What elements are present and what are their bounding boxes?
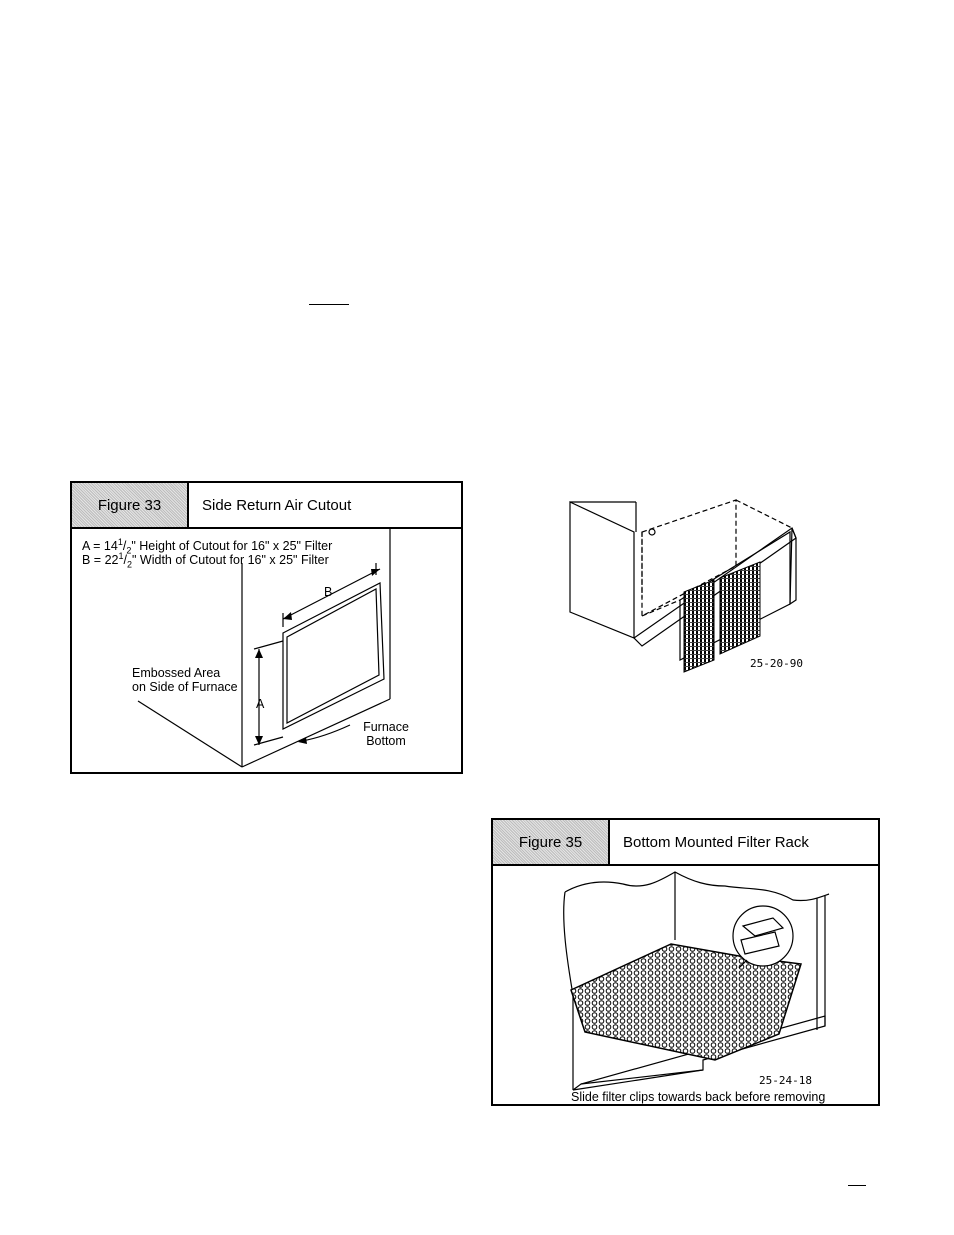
figure-35-box xyxy=(491,818,880,1106)
underline-mark xyxy=(309,304,349,305)
embossed-area-label: Embossed Area on Side of Furnace xyxy=(132,666,238,694)
figure-33-title: Side Return Air Cutout xyxy=(202,496,352,514)
dimension-a-note: $A = 14^1/_2$" Height of Cutout for 16" x 25" Filter xyxy=(82,537,333,556)
figure-33-box xyxy=(70,481,463,774)
figure-35-title: Bottom Mounted Filter Rack xyxy=(623,833,809,851)
figure-35-code: 25-24-18 xyxy=(759,1074,812,1087)
dimension-b-note: $B = 22^1/_2$" Width of Cutout for 16" x 25" Filter xyxy=(82,551,329,570)
figure-34-code: 25-20-90 xyxy=(750,657,803,670)
page-number-underline xyxy=(848,1185,866,1186)
figure-33-tag: Figure 33 xyxy=(72,483,189,527)
filter-rack-drawing xyxy=(493,820,882,1108)
figure-35-caption: Slide filter clips towards back before removing xyxy=(571,1090,826,1104)
label-a: A xyxy=(256,697,265,711)
figure-35-tag: Figure 35 xyxy=(493,820,610,864)
filter-cabinet-drawing xyxy=(560,488,860,698)
label-b: B xyxy=(324,585,333,599)
furnace-bottom-label: Furnace Bottom xyxy=(363,720,409,748)
